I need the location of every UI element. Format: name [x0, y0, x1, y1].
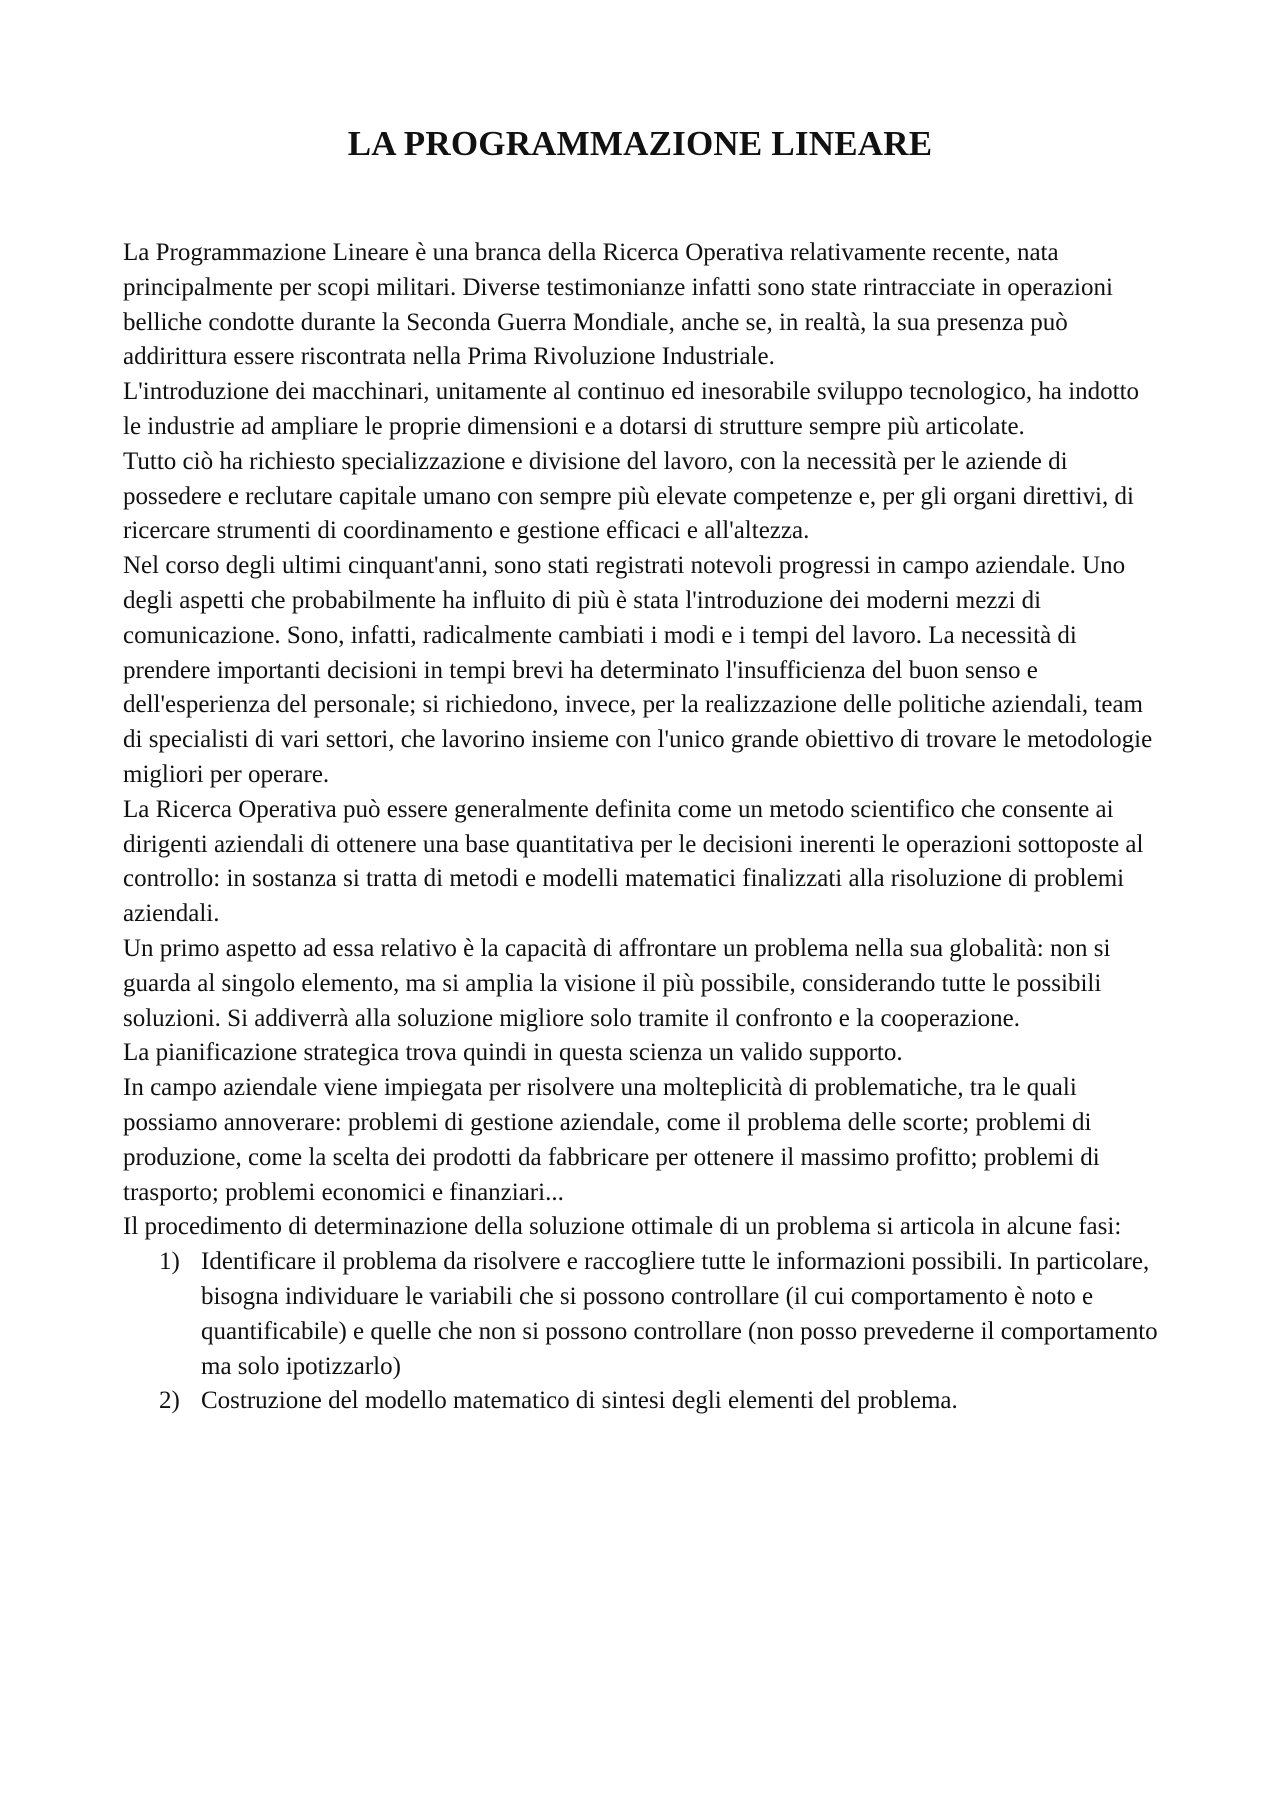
document-body: [123, 236, 1163, 1419]
paragraph-4: Nel corso degli ultimi cinquant'anni, sono stati registrati notevoli progressi in campo aziendale. Uno degli aspetti che probabilmente ha influito di più è stata l'introduzione dei moderni mezzi di comunicazione. Sono, infatti, radicalmente cambiati i modi e i tempi del lavoro. La necessità di prendere importanti decisioni in tempi brevi ha determinato l'insufficienza del buon senso e dell'esperienza del personale; si richiedono, invece, per la realizzazione delle politiche aziendali, team di specialisti di vari settori, che lavorino insieme con l'unico grande obiettivo di trovare le metodologie migliori per operare.: [123, 552, 1153, 788]
list-item-number: 1): [159, 1248, 180, 1276]
paragraph-8: In campo aziendale viene impiegata per risolvere una molteplicità di problematiche, tra le quali possiamo annoverare: problemi di gestione aziendale, come il problema delle scorte; problemi di produzione, come la scelta dei prodotti da fabbricare per ottenere il massimo profitto; problemi di trasporto; problemi economici e finanziari...: [123, 1074, 1100, 1206]
list-item: [123, 1384, 1163, 1419]
paragraph-3: Tutto ciò ha richiesto specializzazione e divisione del lavoro, con la necessità per le aziende di possedere e reclutare capitale umano con sempre più elevate competenze e, per gli organi direttivi, di ricercare strumenti di coordinamento e gestione efficaci e all'altezza.: [123, 447, 1134, 545]
paragraph-5: La Ricerca Operativa può essere generalmente definita come un metodo scientifico che consente ai dirigenti aziendali di ottenere una base quantitativa per le decisioni inerenti le operazioni sottoposte al controllo: in sostanza si tratta di metodi e modelli matematici finalizzati alla risoluzione di problemi aziendali.: [123, 795, 1144, 928]
paragraph-9: Il procedimento di determinazione della soluzione ottimale di un problema si articola in alcune fasi:: [123, 1213, 1122, 1241]
page-title: LA PROGRAMMAZIONE LINEARE: [347, 124, 933, 163]
list-item-number: 2): [159, 1387, 180, 1415]
steps-list: [123, 1245, 1163, 1419]
paragraph-7: La pianificazione strategica trova quindi in questa scienza un valido supporto.: [123, 1039, 903, 1067]
paragraph-2: L'introduzione dei macchinari, unitamente al continuo ed inesorabile sviluppo tecnologico, ha indotto le industrie ad ampliare le proprie dimensioni e a dotarsi di strutture sempre più articolate.: [123, 378, 1140, 440]
list-item-text: Costruzione del modello matematico di sintesi degli elementi del problema.: [201, 1387, 958, 1415]
list-item: [123, 1245, 1163, 1384]
paragraph-1: La Programmazione Lineare è una branca della Ricerca Operativa relativamente recente, nata principalmente per scopi militari. Diverse testimonianze infatti sono state rintracciate in operazioni belliche condotte durante la Seconda Guerra Mondiale, anche se, in realtà, la sua presenza può addirittura essere riscontrata nella Prima Rivoluzione Industriale.: [123, 239, 1113, 371]
list-item-text: Identificare il problema da risolvere e raccogliere tutte le informazioni possibili. In particolare, bisogna individuare le variabili che si possono controllare (il cui comportamento è noto e quantificabile) e quelle che non si possono controllare (non posso prevederne il comportamento ma solo ipotizzarlo): [201, 1248, 1158, 1380]
paragraph-6: Un primo aspetto ad essa relativo è la capacità di affrontare un problema nella sua globalità: non si guarda al singolo elemento, ma si amplia la visione il più possibile, considerando tutte le possibili soluzioni. Si addiverrà alla soluzione migliore solo tramite il confronto e la cooperazione.: [123, 934, 1111, 1032]
